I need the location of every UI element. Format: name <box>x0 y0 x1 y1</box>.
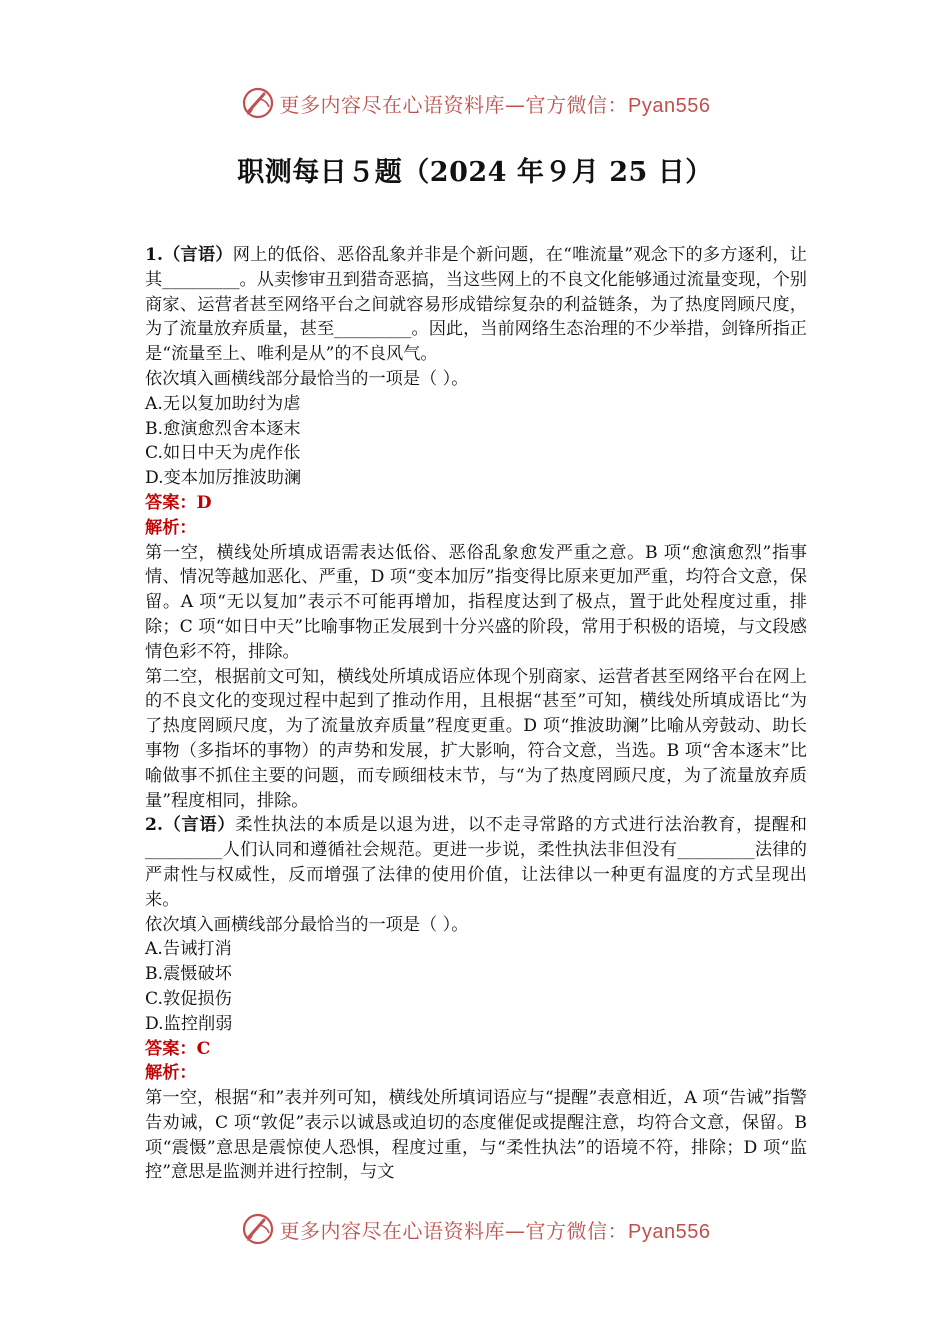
answer: 答案：D <box>145 492 212 513</box>
analysis-label: 解析： <box>145 517 197 538</box>
question-content <box>145 243 807 1185</box>
question-prompt: 依次填入画横线部分最恰当的一项是（ ）。 <box>145 368 469 389</box>
question-prompt: 依次填入画横线部分最恰当的一项是（ ）。 <box>145 914 469 935</box>
footer-banner <box>0 1206 950 1252</box>
analysis-paragraph: 第一空，根据“和”表并列可知，横线处所填词语应与“提醒”表意相近，A 项“告诫”指警告劝诫，C 项“敦促”表示以诚恳或迫切的态度催促或提醒注意，均符合文意，保留。B 项“震慑”意思是震惊使人恐惧，程度过重，与“柔性执法”的语境不符，排除；D 项“监控”意思是监测并进行控制，与文 <box>145 1088 807 1183</box>
question-category: （言语） <box>162 815 236 836</box>
option-c: C.如日中天为虎作伥 <box>145 443 301 464</box>
option-d: D.变本加厉推波助澜 <box>145 468 302 489</box>
analysis-label: 解析： <box>145 1063 197 1084</box>
question-stem <box>145 243 807 367</box>
question-text: 柔性执法的本质是以退为进，以不走寻常路的方式进行法治教育，提醒和_________人们认同和遵循社会规范。更进一步说，柔性执法非但没有_________法律的严肃性与权威性，反而增强了法律的使用价值，让法律以一种更有温度的方式呈现出来。 <box>145 815 807 910</box>
option-b: B.愈演愈烈舍本逐末 <box>145 418 301 439</box>
option-b: B.震慑破坏 <box>145 964 232 985</box>
brush-logo-icon <box>240 1211 276 1247</box>
question-stem <box>145 813 807 912</box>
banner-text: 更多内容尽在心语资料库—官方微信：Pyan556 <box>279 92 711 117</box>
header-banner <box>0 80 950 126</box>
analysis-paragraph: 第二空，根据前文可知，横线处所填成语应体现个别商家、运营者甚至网络平台在网上的不良文化的变现过程中起到了推动作用，且根据“甚至”可知，横线处所填成语比“为了热度罔顾尺度，为了流量放弃质量”程度更重。D 项“推波助澜”比喻从旁鼓动、助长事物（多指坏的事物）的声势和发展，扩大影响，符合文意，当选。B 项“舍本逐末”比喻做事不抓住主要的问题，而专顾细枝末节，与“为了热度罔顾尺度，为了流量放弃质量”程度相同，排除。 <box>145 666 807 811</box>
option-d: D.监控削弱 <box>145 1013 233 1034</box>
option-a: A.无以复加助纣为虐 <box>145 393 301 414</box>
banner-text: 更多内容尽在心语资料库—官方微信：Pyan556 <box>279 1218 711 1243</box>
option-a: A.告诫打消 <box>145 939 232 960</box>
wechat-id: Pyan556 <box>628 94 711 117</box>
option-c: C.敦促损伤 <box>145 988 232 1009</box>
question-number: 2. <box>145 815 163 836</box>
question-text: 网上的低俗、恶俗乱象并非是个新问题，在“唯流量”观念下的多方逐利，让其_________。从卖惨审丑到猎奇恶搞，当这些网上的不良文化能够通过流量变现，个别商家、运营者甚至网络平台之间就容易形成错综复杂的利益链条，为了热度罔顾尺度，为了流量放弃质量，甚至_________。因此，当前网络生态治理的不少举措，剑锋所指正是“流量至上、唯利是从”的不良风气。 <box>145 245 807 365</box>
analysis-paragraph: 第一空，横线处所填成语需表达低俗、恶俗乱象愈发严重之意。B 项“愈演愈烈”指事情、情况等越加恶化、严重，D 项“变本加厉”指变得比原来更加严重，均符合文意，保留。A 项“无以复加”表示不可能再增加，指程度达到了极点，置于此处程度过重，排除；C 项“如日中天”比喻事物正发展到十分兴盛的阶段，常用于积极的语境，与文段感情色彩不符，排除。 <box>145 542 807 662</box>
question-number: 1. <box>145 245 163 265</box>
wechat-id: Pyan556 <box>628 1220 711 1243</box>
question-category: （言语） <box>162 245 233 265</box>
answer: 答案：C <box>145 1038 211 1059</box>
page-title: 职测每日５题（2024 年９月 25 日） <box>237 157 713 188</box>
brush-logo-icon <box>240 85 276 121</box>
